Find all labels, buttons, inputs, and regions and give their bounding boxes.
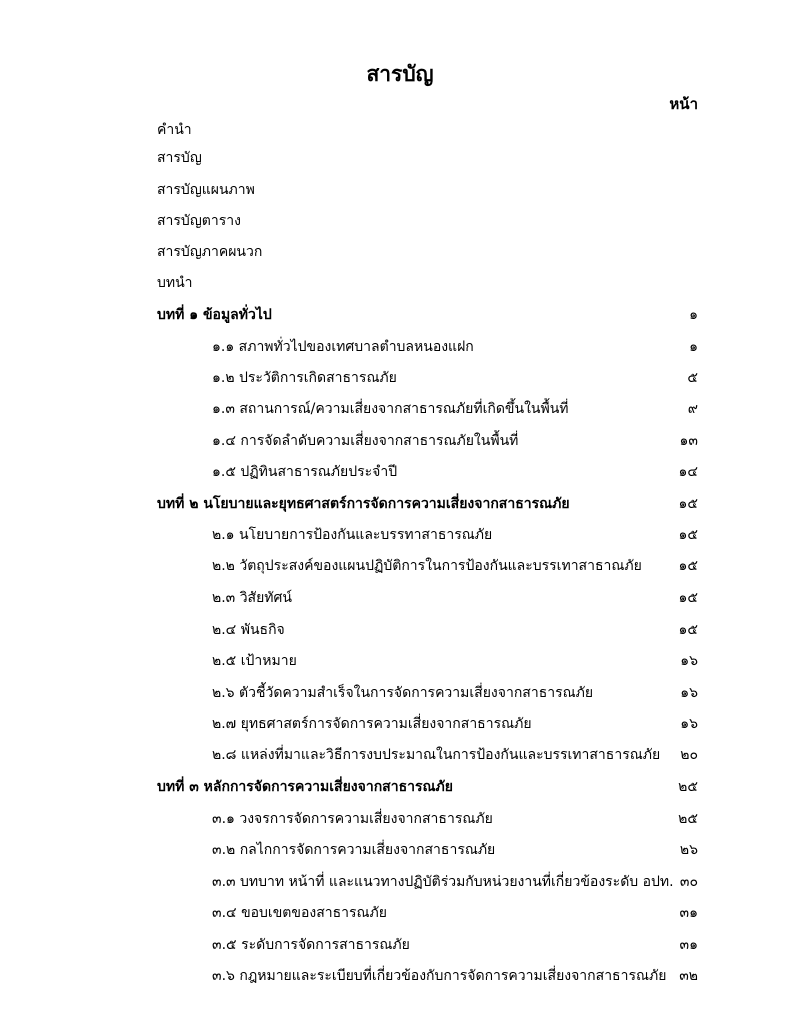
toc-section-row bbox=[0, 901, 800, 925]
toc-front-row bbox=[0, 146, 800, 170]
toc-entry-text: ๓.๕ ระดับการจัดการสาธารณภัย bbox=[212, 937, 410, 953]
toc-page-number: ๑๕ bbox=[678, 558, 698, 574]
toc-section-row bbox=[0, 366, 800, 390]
toc-entry-text: บทนำ bbox=[157, 275, 193, 291]
toc-entry-text: สารบัญ bbox=[157, 150, 202, 166]
toc-entry-text: ๒.๑ นโยบายการป้องกันและบรรทาสาธารณภัย bbox=[212, 527, 493, 543]
toc-section-row bbox=[0, 335, 800, 359]
toc-section-row bbox=[0, 838, 800, 862]
toc-section-row bbox=[0, 523, 800, 547]
page-column-header: หน้า bbox=[669, 95, 698, 113]
toc-entry-text: ๓.๑ วงจรการจัดการความเสี่ยงจากสาธารณภัย bbox=[212, 811, 493, 827]
toc-section-row bbox=[0, 554, 800, 578]
toc-front-row bbox=[0, 178, 800, 202]
toc-entry-text: ๓.๓ บทบาท หน้าที่ และแนวทางปฏิบัติร่วมกับหน่วยงานที่เกี่ยวข้องระดับ อปท. bbox=[212, 874, 674, 890]
toc-page-number: ๕ bbox=[687, 370, 698, 386]
toc-entry-text: ๒.๘ แหล่งที่มาและวิธีการงบประมาณในการป้องกันและบรรเทาสาธารณภัย bbox=[212, 747, 661, 763]
toc-section-row bbox=[0, 618, 800, 642]
toc-section-row bbox=[0, 397, 800, 421]
toc-entry-text: ๑.๕ ปฏิทินสาธารณภัยประจำปี bbox=[212, 464, 398, 480]
toc-section-row bbox=[0, 712, 800, 736]
toc-entry-text: ๒.๖ ตัวชี้วัดความสำเร็จในการจัดการความเสี่ยงจากสาธารณภัย bbox=[212, 685, 594, 701]
toc-entry-text: สารบัญตาราง bbox=[157, 213, 241, 229]
toc-front-row bbox=[0, 240, 800, 264]
toc-entry-text: ๓.๒ กลไกการจัดการความเสี่ยงจากสาธารณภัย bbox=[212, 842, 496, 858]
toc-section-row bbox=[0, 743, 800, 767]
toc-section-row bbox=[0, 429, 800, 453]
toc-entry-text: บทที่ ๒ นโยบายและยุทธศาสตร์การจัดการความเสี่ยงจากสาธารณภัย bbox=[157, 496, 570, 512]
toc-chapter-row bbox=[0, 775, 800, 799]
toc-page-number: ๓๑ bbox=[679, 905, 698, 921]
toc-page-number: ๑๕ bbox=[678, 496, 698, 512]
toc-chapter-row bbox=[0, 492, 800, 516]
toc-chapter-row bbox=[0, 303, 800, 327]
toc-entry-text: ๑.๒ ประวัติการเกิดสาธารณภัย bbox=[212, 370, 397, 386]
toc-entry-text: ๒.๕ เป้าหมาย bbox=[212, 653, 297, 669]
toc-page-number: ๒๕ bbox=[678, 779, 698, 795]
toc-entry-text: บทที่ ๓ หลักการจัดการความเสี่ยงจากสาธารณภัย bbox=[157, 779, 453, 795]
toc-page-number: ๓๑ bbox=[679, 937, 698, 953]
toc-entry-text: ๑.๔ การจัดลำดับความเสี่ยงจากสาธารณภัยในพื้นที่ bbox=[212, 433, 519, 449]
toc-page-number: ๑๕ bbox=[678, 590, 698, 606]
toc-entry-text: ๒.๗ ยุทธศาสตร์การจัดการความเสี่ยงจากสาธารณภัย bbox=[212, 716, 532, 732]
toc-page-number: ๑๖ bbox=[680, 685, 698, 701]
toc-page-number: ๒๐ bbox=[680, 747, 698, 763]
toc-page-number: ๓๒ bbox=[679, 968, 698, 984]
toc-entry-text: ๓.๔ ขอบเขตของสาธารณภัย bbox=[212, 905, 387, 921]
toc-front-row bbox=[0, 271, 800, 295]
toc-entry-text: คำนำ bbox=[157, 122, 192, 138]
toc-entry-text: ๓.๖ กฎหมายและระเบียบที่เกี่ยวข้องกับการจัดการความเสี่ยงจากสาธารณภัย bbox=[212, 968, 667, 984]
toc-page-number: ๑ bbox=[689, 339, 698, 355]
toc-entry-text: ๒.๓ วิสัยทัศน์ bbox=[212, 590, 292, 606]
toc-page-number: ๒๖ bbox=[679, 842, 698, 858]
toc-section-row bbox=[0, 649, 800, 673]
toc-page-number: ๑ bbox=[689, 307, 698, 323]
toc-entry-text: ๑.๑ สภาพทั่วไปของเทศบาลตำบลหนองแฝก bbox=[212, 339, 474, 355]
toc-section-row bbox=[0, 870, 800, 894]
toc-page-number: ๑๔ bbox=[678, 464, 698, 480]
toc-entry-text: บทที่ ๑ ข้อมูลทั่วไป bbox=[157, 307, 272, 323]
toc-page-number: ๙ bbox=[687, 401, 698, 417]
toc-entry-text: ๒.๒ วัตถุประสงค์ของแผนปฏิบัติการในการป้องกันและบรรเทาสาธาณภัย bbox=[212, 558, 642, 574]
toc-page-number: ๑๕ bbox=[678, 527, 698, 543]
toc-front-row bbox=[0, 209, 800, 233]
toc-page-number: ๑๖ bbox=[680, 716, 698, 732]
toc-front-row bbox=[0, 118, 800, 142]
toc-title: สารบัญ bbox=[366, 62, 434, 86]
toc-section-row bbox=[0, 933, 800, 957]
toc-section-row bbox=[0, 586, 800, 610]
toc-entry-text: สารบัญภาคผนวก bbox=[157, 244, 263, 260]
toc-page-number: ๒๕ bbox=[678, 811, 698, 827]
toc-entry-text: ๒.๔ พันธกิจ bbox=[212, 622, 285, 638]
toc-page-number: ๑๕ bbox=[678, 622, 698, 638]
toc-page-number: ๑๖ bbox=[680, 653, 698, 669]
toc-entry-text: ๑.๓ สถานการณ์/ความเสี่ยงจากสาธารณภัยที่เกิดขึ้นในพื้นที่ bbox=[212, 401, 569, 417]
toc-entry-text: สารบัญแผนภาพ bbox=[157, 182, 255, 198]
toc-page-number: ๑๓ bbox=[679, 433, 698, 449]
toc-section-row bbox=[0, 964, 800, 988]
toc-section-row bbox=[0, 807, 800, 831]
toc-page-number: ๓๐ bbox=[679, 874, 698, 890]
toc-section-row bbox=[0, 460, 800, 484]
toc-section-row bbox=[0, 681, 800, 705]
